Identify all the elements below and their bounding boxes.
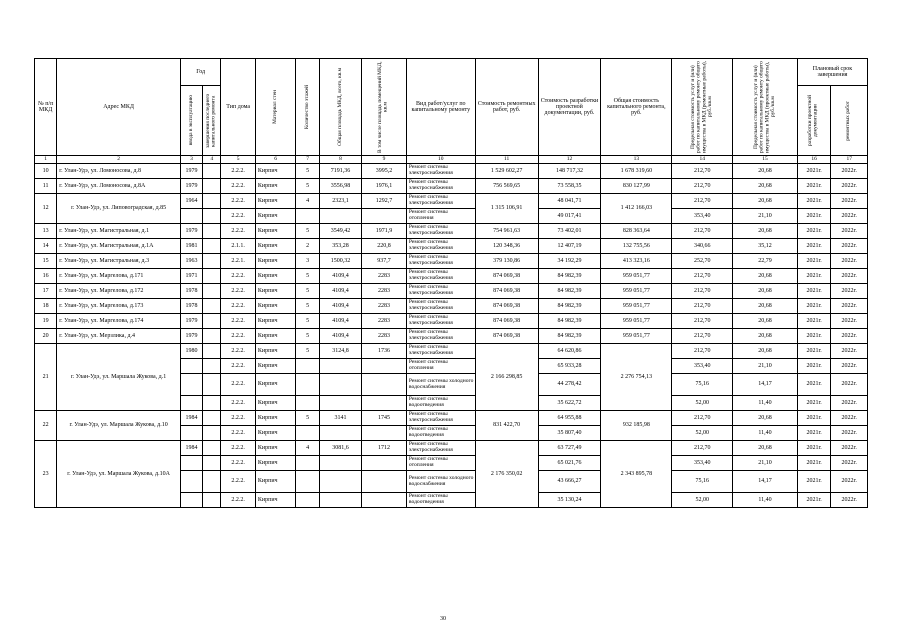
table-row: 11 г. Улан-Удэ, ул. Ломоносова, д.8А 1979 2.2.2. Кирпич 5 3556,98 1976,1 Ремонт системы электроснабжения 756 569,65 73 558,35 830 127,99 212,70 20,68 2021г. 2022г. [35, 179, 868, 194]
table-row: 15 г. Улан-Удэ, ул. Магистральная, д.3 1963 2.2.1. Кирпич 3 1500,32 937,7 Ремонт системы электроснабжения 379 130,86 34 192,29 413 323,16 252,70 22,79 2021г. 2022г. [35, 254, 868, 269]
col-header-living: В том числе площадь помещений МКД, кв.м [362, 59, 407, 156]
table-row: 18 г. Улан-Удэ, ул. Маргелова, д.173 1978 2.2.2. Кирпич 5 4109,4 2283 Ремонт системы электроснабжения 874 069,38 84 982,39 959 051,77 212,70 20,68 2021г. 2022г. [35, 299, 868, 314]
table-row: 13 г. Улан-Удэ, ул. Магистральная, д.1 1979 2.2.2. Кирпич 5 3549,42 1971,9 Ремонт системы электроснабжения 754 961,63 73 402,01 828 363,64 212,70 20,68 2021г. 2022г. [35, 224, 868, 239]
col-header-work: Вид работ/услуг по капитальному ремонту [406, 59, 475, 156]
table-row: 23 г. Улан-Удэ, ул. Маршала Жукова, д.10А 1984 2.2.2. Кирпич 4 3081,6 1712 Ремонт системы электроснабжения 2 176 350,02 63 727,49 2 343 895,78 212,70 20,68 2021г. 2022г. [35, 441, 868, 456]
col-header-plan-design: разработки проектной документации [797, 86, 830, 156]
table-row: 22 г. Улан-Удэ, ул. Маршала Жукова, д.10 1984 2.2.2. Кирпич 5 3141 1745 Ремонт системы электроснабжения 831 422,70 64 955,88 932 185,98 212,70 20,68 2021г. 2022г. [35, 411, 868, 426]
table-row: 17 г. Улан-Удэ, ул. Маргелова, д.172 1978 2.2.2. Кирпич 5 4109,4 2283 Ремонт системы электроснабжения 874 069,38 84 982,39 959 051,77 212,70 20,68 2021г. 2022г. [35, 284, 868, 299]
table-row: 10 г. Улан-Удэ, ул. Ломоносова, д.8 1979 2.2.2. Кирпич 5 7191,36 3995,2 Ремонт системы электроснабжения 1 529 602,27 148 717,32 1 678 319,60 212,70 20,68 2021г. 2022г. [35, 164, 868, 179]
table-row: 20 г. Улан-Удэ, ул. Мерзлика, д.4 1979 2.2.2. Кирпич 5 4109,4 2283 Ремонт системы электроснабжения 874 069,38 84 982,39 959 051,77 212,70 20,68 2021г. 2022г. [35, 329, 868, 344]
col-header-address: Адрес МКД [57, 59, 181, 156]
table-row: 2.2.2. Кирпич Ремонт системы холодного водоснабжения 43 666,27 75,16 14,17 2021г. 2022г. [35, 471, 868, 493]
col-header-plan: Плановый срок завершения [797, 59, 867, 86]
capital-repair-table [34, 58, 868, 508]
col-header-cost: Стоимость ремонтных работ, руб. [475, 59, 538, 156]
col-header-floors: Количество этажей [296, 59, 319, 156]
col-header-year: Год [180, 59, 221, 86]
col-header-design: Стоимость разработки проектной документации, руб. [538, 59, 601, 156]
column-number-row: 1 2 3 4 5 6 7 8 9 10 11 12 13 14 15 16 17 [35, 156, 868, 164]
table-row: 2.2.2. Кирпич Ремонт системы водоотведения 35 130,24 52,00 11,40 2021г. 2022г. [35, 493, 868, 508]
col-header-area: Общая площадь МКД, всего, кв.м [319, 59, 362, 156]
col-header-max-design: Предельная стоимость услуг и (или) работ по капитальному ремонту общего имущества в МКД (проектные работы), руб./кв.м [733, 59, 798, 156]
table-row: 2.2.2. Кирпич Ремонт системы отопления 65 021,76 353,40 21,10 2021г. 2022г. [35, 456, 868, 471]
table-row: 21 г. Улан-Удэ, ул. Маршала Жукова, д.1 1980 2.2.2. Кирпич 5 3124,8 1736 Ремонт системы электроснабжения 2 166 298,85 64 620,86 2 276 754,13 212,70 20,68 2021г. 2022г. [35, 344, 868, 359]
table-row: 2.2.2. Кирпич Ремонт системы водоотведения 35 807,40 52,00 11,40 2021г. 2022г. [35, 426, 868, 441]
col-header-wall: Материал стен [255, 59, 296, 156]
col-header-total: Общая стоимость капитального ремонта, руб. [601, 59, 672, 156]
table-row: 2.2.2. Кирпич Ремонт системы водоотведения 35 622,72 52,00 11,40 2021г. 2022г. [35, 396, 868, 411]
table-row: 2.2.2. Кирпич Ремонт системы отопления 49 017,41 353,40 21,10 2021г. 2022г. [35, 209, 868, 224]
table-row: 16 г. Улан-Удэ, ул. Маргелова, д.171 1971 2.2.2. Кирпич 5 4109,4 2283 Ремонт системы электроснабжения 874 069,38 84 982,39 959 051,77 212,70 20,68 2021г. 2022г. [35, 269, 868, 284]
col-header-plan-repair: ремонтных работ [831, 86, 868, 156]
col-header-num: № п/п МКД [35, 59, 57, 156]
col-header-last-repair: завершения последнего капитального ремонта [203, 86, 221, 156]
page-number: 30 [440, 616, 446, 622]
table-row: 2.2.2. Кирпич Ремонт системы отопления 65 933,28 353,40 21,10 2021г. 2022г. [35, 359, 868, 374]
col-header-commission: ввода в эксплуатацию [180, 86, 202, 156]
table-row: 14 г. Улан-Удэ, ул. Магистральная, д.1А 1981 2.1.1. Кирпич 2 353,28 220,8 Ремонт системы электроснабжения 120 348,36 12 407,19 132 755,56 340,66 35,12 2021г. 2022г. [35, 239, 868, 254]
col-header-type: Тип дома [221, 59, 255, 156]
table-row: 19 г. Улан-Удэ, ул. Маргелова, д.174 1979 2.2.2. Кирпич 5 4109,4 2283 Ремонт системы электроснабжения 874 069,38 84 982,39 959 051,77 212,70 20,68 2021г. 2022г. [35, 314, 868, 329]
col-header-max-repair: Предельная стоимость услуг и (или) работ по капитальному ремонту общего имущества в МКД (ремонтные работы), руб./кв.м [672, 59, 733, 156]
table-row: 2.2.2. Кирпич Ремонт системы холодного водоснабжения 44 278,42 75,16 14,17 2021г. 2022г. [35, 374, 868, 396]
table-row: 12 г. Улан-Удэ, ул. Липовоградская, д.85 1964 2.2.2. Кирпич 4 2323,1 1292,7 Ремонт системы электроснабжения 1 315 106,91 48 041,71 1 412 166,03 212,70 20,68 2021г. 2022г. [35, 194, 868, 209]
